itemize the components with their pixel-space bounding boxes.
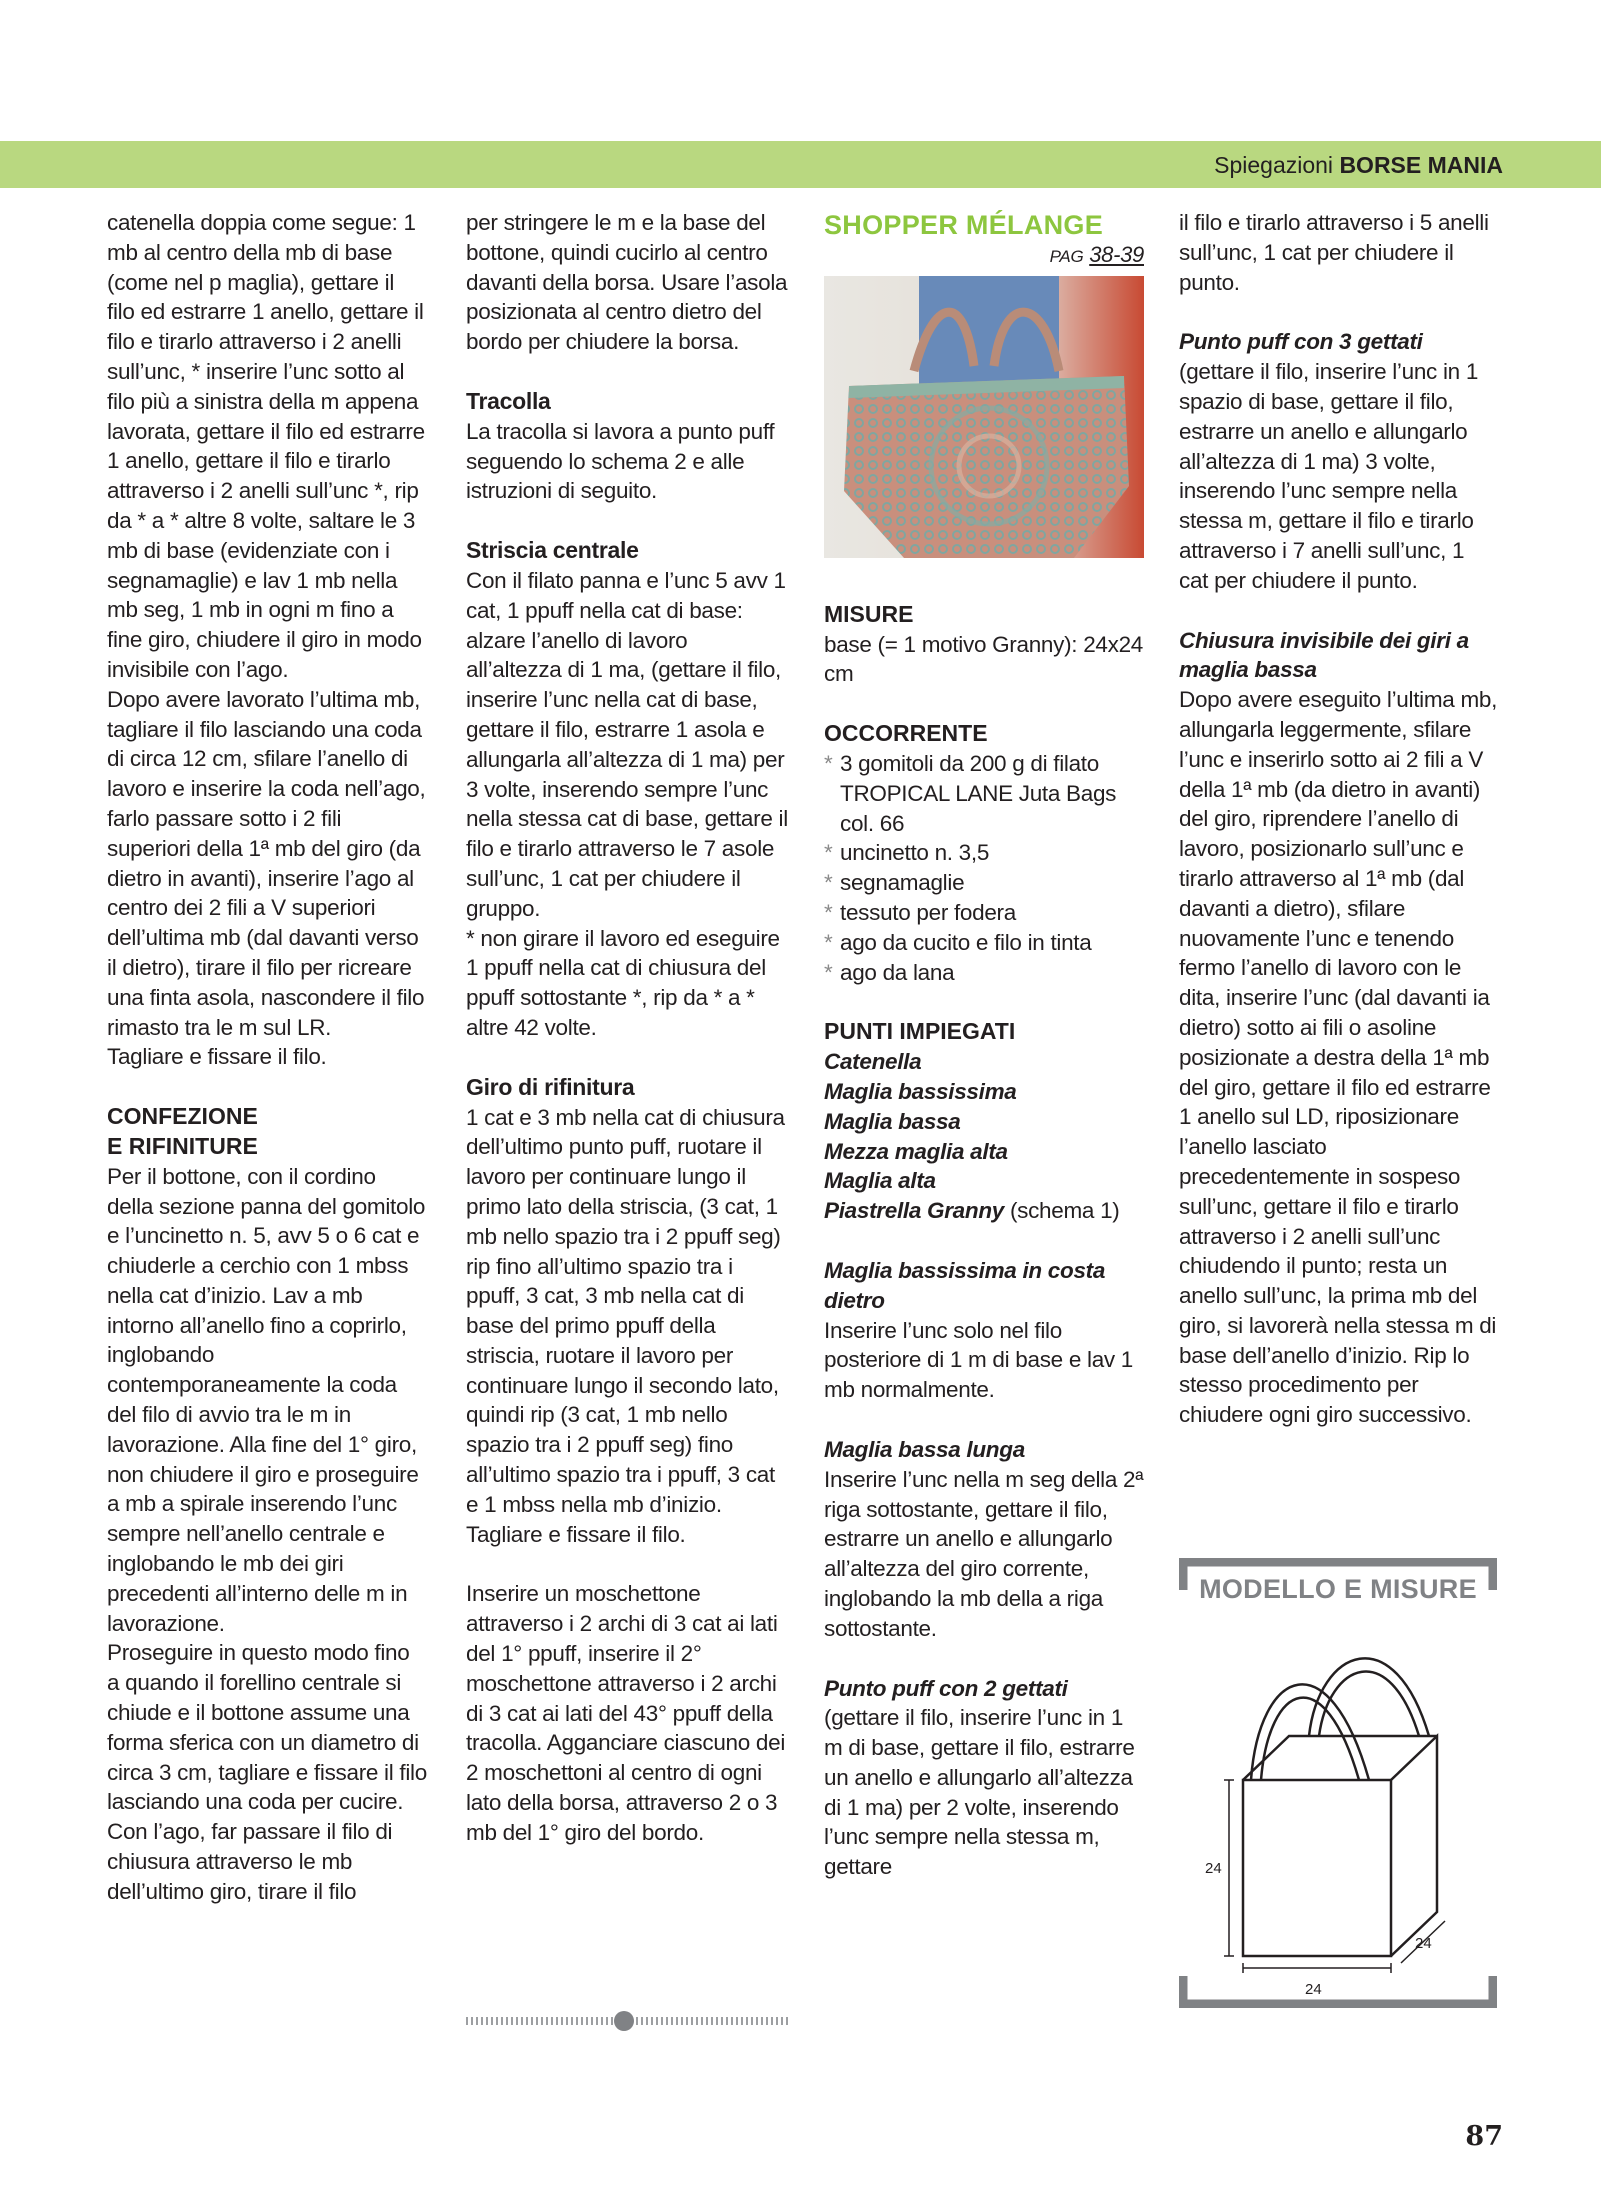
tick-mark bbox=[691, 2017, 693, 2025]
frame-bottom-bracket bbox=[1183, 1976, 1493, 2004]
tick-mark bbox=[551, 2017, 553, 2025]
tick-mark bbox=[481, 2017, 483, 2025]
dim-depth: 24 bbox=[1415, 1935, 1432, 1952]
tick-mark bbox=[491, 2017, 493, 2025]
list-item: * ago da cucito e filo in tinta bbox=[824, 928, 1144, 958]
tick-mark bbox=[646, 2017, 648, 2025]
model-frame-svg bbox=[1179, 1558, 1497, 2008]
heading-punti: PUNTI IMPIEGATI bbox=[824, 1018, 1016, 1045]
tick-mark bbox=[611, 2017, 613, 2025]
tick-mark bbox=[651, 2017, 653, 2025]
heading-occorrente: OCCORRENTE bbox=[824, 720, 988, 747]
paragraph: Per il bottone, con il cordino della sezione panna del gomitolo e l’uncinetto n. 5, avv 5 o 6 cat e chiuderle a cerchio con 1 mbss nella cat d’inizio. Lav a mb intorno all’anello fino a coprirlo, inglobando contemporaneamente la coda del filo di avvio tra le m in lavorazione. Alla fine del 1° giro, non chiudere il giro e proseguire a mb a spirale inserendo l’unc sempre nell’anello centrale e inglobando le mb dei giri precedenti all’interno delle m in lavorazione. bbox=[107, 1163, 426, 1636]
tick-mark bbox=[706, 2017, 708, 2025]
stitch-name: Catenella bbox=[824, 1049, 922, 1075]
heading-costa: Maglia bassissima in costa dietro bbox=[824, 1257, 1106, 1313]
tick-mark bbox=[661, 2017, 663, 2025]
list-item: * 3 gomitoli da 200 g di filato TROPICAL LANE Juta Bags col. 66 bbox=[824, 749, 1144, 838]
tick-mark bbox=[766, 2017, 768, 2025]
tick-mark bbox=[756, 2017, 758, 2025]
tick-mark bbox=[596, 2017, 598, 2025]
paragraph: Con il filato panna e l’unc 5 avv 1 cat, 1 ppuff nella cat di base: alzare l’anello di lavoro all’altezza di 1 ma, (gettare il filo, inserire l’unc nella cat di base, gettare il filo, estrarre 1 asola e allungarla all’altezza di 1 ma) per 3 volte, inserendo sempre l’unc nella stessa cat di base, gettare il filo e tirarlo attraverso le 7 asole sull’unc, 1 cat per chiudere il gruppo. bbox=[466, 567, 788, 921]
paragraph: il filo e tirarlo attraverso i 5 anelli sull’unc, 1 cat per chiudere il punto. bbox=[1179, 210, 1489, 295]
tick-mark bbox=[606, 2017, 608, 2025]
slider-dot-icon bbox=[614, 2011, 634, 2031]
paragraph: Dopo avere lavorato l’ultima mb, tagliare il filo lasciando una coda di circa 12 cm, sfilare l’anello di lavoro e inserire la coda nell’ago, farlo passare sotto i 2 fili superiori della 1ª mb del giro (da dietro in avanti), inserire l’ago al centro dei 2 fili a V superiori dell’ultima mb (dal davanti verso il dietro), tirare il filo per ricreare una finta asola, nascondere il filo rimasto tra le m sul LR. bbox=[107, 686, 426, 1040]
stitch-name: Mezza maglia alta bbox=[824, 1138, 1008, 1164]
column-1 bbox=[107, 208, 427, 1907]
tick-mark bbox=[501, 2017, 503, 2025]
materials-list bbox=[824, 749, 1144, 987]
heading-striscia: Striscia centrale bbox=[466, 537, 639, 564]
tick-mark bbox=[716, 2017, 718, 2025]
list-item: * tessuto per fodera bbox=[824, 898, 1144, 928]
tick-mark bbox=[476, 2017, 478, 2025]
tick-mark bbox=[711, 2017, 713, 2025]
tick-mark bbox=[696, 2017, 698, 2025]
tick-mark bbox=[741, 2017, 743, 2025]
paragraph: (gettare il filo, inserire l’unc in 1 spazio di base, gettare il filo, estrarre un anello e allungarlo all’altezza di 1 ma) 3 volte, inserendo l’unc sempre nella stessa m, gettare il filo e tirarlo attraverso i 7 anelli sull’unc, 1 cat per chiudere il punto. bbox=[1179, 359, 1479, 593]
paragraph: Tagliare e fissare il filo. bbox=[466, 1521, 686, 1547]
heading-giro: Giro di rifinitura bbox=[466, 1073, 635, 1100]
heading-misure: MISURE bbox=[824, 600, 914, 627]
tick-mark bbox=[506, 2017, 508, 2025]
tick-mark bbox=[526, 2017, 528, 2025]
page-number: 87 bbox=[1465, 2121, 1503, 2152]
tick-mark bbox=[776, 2017, 778, 2025]
paragraph: Tagliare e fissare il filo. bbox=[107, 1044, 327, 1070]
list-item: * uncinetto n. 3,5 bbox=[824, 838, 1144, 868]
stitch-name: Maglia bassissima bbox=[824, 1078, 1017, 1104]
tick-mark bbox=[681, 2017, 683, 2025]
paragraph: per stringere le m e la base del bottone, quindi cucirlo al centro davanti della borsa. Usare l’asola posizionata al centro dietro del bordo per chiudere la borsa. bbox=[466, 210, 788, 355]
tick-mark bbox=[561, 2017, 563, 2025]
tick-mark bbox=[676, 2017, 678, 2025]
heading-tracolla: Tracolla bbox=[466, 387, 551, 414]
stitch-name: Piastrella Granny (schema 1) bbox=[824, 1198, 1120, 1224]
tick-mark bbox=[686, 2017, 688, 2025]
tick-mark bbox=[521, 2017, 523, 2025]
heading-confezione: CONFEZIONE bbox=[107, 1103, 258, 1130]
tick-mark bbox=[636, 2017, 638, 2025]
column-3 bbox=[824, 208, 1144, 1882]
list-item: * ago da lana bbox=[824, 958, 1144, 988]
heading-chiusura: Chiusura invisibile dei giri a maglia bassa bbox=[1179, 627, 1469, 683]
section-label: Spiegazioni BORSE MANIA bbox=[1214, 152, 1503, 178]
heading-puff3: Punto puff con 3 gettati bbox=[1179, 329, 1423, 355]
tick-mark bbox=[471, 2017, 473, 2025]
paragraph: Inserire un moschettone attraverso i 2 archi di 3 cat ai lati del 1° ppuff, inserire il 2° moschettone attraverso i 2 archi di 3 cat ai lati del 43° ppuff della tracolla. Agganciare ciascuno dei 2 moschettoni al centro di ogni lato della borsa, attraverso 2 o 3 mb del 1° giro del bordo. bbox=[466, 1581, 786, 1845]
page-reference: PAG 38-39 bbox=[1049, 242, 1144, 267]
tick-mark bbox=[601, 2017, 603, 2025]
tick-mark bbox=[541, 2017, 543, 2025]
tick-mark bbox=[666, 2017, 668, 2025]
dim-width: 24 bbox=[1305, 1981, 1322, 1998]
model-diagram bbox=[1179, 1558, 1497, 2008]
tick-mark bbox=[721, 2017, 723, 2025]
tick-mark bbox=[566, 2017, 568, 2025]
stitch-name: Maglia bassa bbox=[824, 1108, 961, 1134]
tick-mark bbox=[656, 2017, 658, 2025]
paragraph: Proseguire in questo modo fino a quando il forellino centrale si chiude e il bottone assume una forma sferica con un diametro di circa 3 cm, tagliare e fissare il filo lasciando una coda per cucire. Con l’ago, far passare il filo di chiusura attraverso le mb dell’ultimo giro, tirare il filo bbox=[107, 1640, 427, 1904]
tick-mark bbox=[466, 2017, 468, 2025]
tick-mark bbox=[751, 2017, 753, 2025]
tick-mark bbox=[571, 2017, 573, 2025]
tick-mark bbox=[701, 2017, 703, 2025]
paragraph: Inserire l’unc solo nel filo posteriore di 1 m di base e lav 1 mb normalmente. bbox=[824, 1317, 1134, 1403]
heading-lunga: Maglia bassa lunga bbox=[824, 1436, 1025, 1462]
column-4 bbox=[1179, 208, 1499, 1430]
bag-diagram bbox=[1243, 1658, 1437, 1956]
tick-mark bbox=[726, 2017, 728, 2025]
tick-mark bbox=[746, 2017, 748, 2025]
tick-mark bbox=[781, 2017, 783, 2025]
tick-mark bbox=[591, 2017, 593, 2025]
tick-mark bbox=[641, 2017, 643, 2025]
dim-height: 24 bbox=[1205, 1860, 1222, 1877]
tick-mark bbox=[771, 2017, 773, 2025]
tick-mark bbox=[761, 2017, 763, 2025]
bag-photo bbox=[824, 276, 1144, 558]
tick-mark bbox=[546, 2017, 548, 2025]
paragraph: * non girare il lavoro ed eseguire 1 ppuff nella cat di chiusura del ppuff sottostante *, rip da * a * altre 42 volte. bbox=[466, 925, 780, 1040]
page-slider-dots bbox=[466, 2010, 788, 2032]
tick-mark bbox=[536, 2017, 538, 2025]
tick-mark bbox=[581, 2017, 583, 2025]
tick-mark bbox=[671, 2017, 673, 2025]
tick-mark bbox=[731, 2017, 733, 2025]
model-title: MODELLO E MISURE bbox=[1199, 1574, 1477, 1604]
tick-mark bbox=[576, 2017, 578, 2025]
tick-mark bbox=[496, 2017, 498, 2025]
tick-mark bbox=[531, 2017, 533, 2025]
paragraph: La tracolla si lavora a punto puff seguendo lo schema 2 e alle istruzioni di seguito. bbox=[466, 418, 775, 504]
paragraph: Inserire l’unc nella m seg della 2ª riga sottostante, gettare il filo, estrarre un anello e allungarlo all’altezza del giro corrente, inglobando la mb della a riga sottostante. bbox=[824, 1466, 1144, 1641]
heading-rifiniture: E RIFINITURE bbox=[107, 1132, 258, 1159]
paragraph: catenella doppia come segue: 1 mb al centro della mb di base (come nel p maglia), gettare il filo ed estrarre 1 anello, gettare il filo e tirarlo attraverso i 2 anelli sull’unc, * inserire l’unc sotto al filo più a sinistra della m appena lavorata, gettare il filo ed estrarre 1 anello, gettare il filo e tirarlo attraverso i 2 anelli sull’unc *, rip da * a * altre 8 volte, saltare le 3 mb di base (evidenziate con i segnamaglie) e lav 1 mb nella mb seg, 1 mb in ogni m fino a fine giro, chiudere il giro in modo invisibile con l’ago. bbox=[107, 210, 425, 682]
list-item: * segnamaglie bbox=[824, 868, 1144, 898]
tick-mark bbox=[736, 2017, 738, 2025]
tick-mark bbox=[586, 2017, 588, 2025]
column-2 bbox=[466, 208, 788, 1848]
paragraph: 1 cat e 3 mb nella cat di chiusura dell’ultimo punto puff, ruotare il lavoro per continuare lungo il primo lato della striscia, (3 cat, 1 mb nello spazio tra i 2 ppuff seg) rip fino all’ultimo spazio tra i ppuff, 3 cat, 3 mb nella cat di base del primo ppuff della striscia, ruotare il lavoro per continuare lungo il secondo lato, quindi rip (3 cat, 1 mb nello spazio tra i 2 ppuff seg) fino all’ultimo spazio tra i ppuff, 3 cat e 1 mbss nella mb d’inizio. bbox=[466, 1104, 785, 1517]
article-title: SHOPPER MÉLANGE bbox=[824, 210, 1104, 240]
tick-mark bbox=[556, 2017, 558, 2025]
paragraph: (gettare il filo, inserire l’unc in 1 m di base, gettare il filo, estrarre un anello e allungarlo all’altezza di 1 ma) per 2 volte, inserendo l’unc sempre nella stessa m, gettare bbox=[824, 1705, 1135, 1880]
heading-puff2: Punto puff con 2 gettati bbox=[824, 1675, 1068, 1701]
tick-mark bbox=[486, 2017, 488, 2025]
stitch-name: Maglia alta bbox=[824, 1168, 936, 1194]
tick-mark bbox=[786, 2017, 788, 2025]
paragraph: Dopo avere eseguito l’ultima mb, allungarla leggermente, sfilare l’unc e inserirlo sotto ai 2 fili a V della 1ª mb (da dietro in avanti) del giro, riprendere l’anello di lavoro, posizionarlo sull’unc e tirarlo attraverso al 1ª mb (dal davanti a dietro), sfilare nuovamente l’unc e tenendo fermo l’anello di lavoro con le dita, inserire l’unc (dal davanti ia dietro) sotto ai fili o asoline posizionate a destra della 1ª mb del giro, gettare il filo ed estrarre 1 anello sul LD, riposizionare l’anello lasciato precedentemente in sospeso sull’unc, gettare il filo e tirarlo attraverso i 2 anelli sull’unc chiudendo il punto; resta un anello sull’unc, la prima mb del giro, si lavorerà nella stessa m di base dell’anello d’inizio. Rip lo stesso procedimento per chiudere ogni giro successivo. bbox=[1179, 687, 1498, 1428]
tick-mark bbox=[511, 2017, 513, 2025]
tick-mark bbox=[516, 2017, 518, 2025]
paragraph: base (= 1 motivo Granny): 24x24 cm bbox=[824, 631, 1143, 687]
